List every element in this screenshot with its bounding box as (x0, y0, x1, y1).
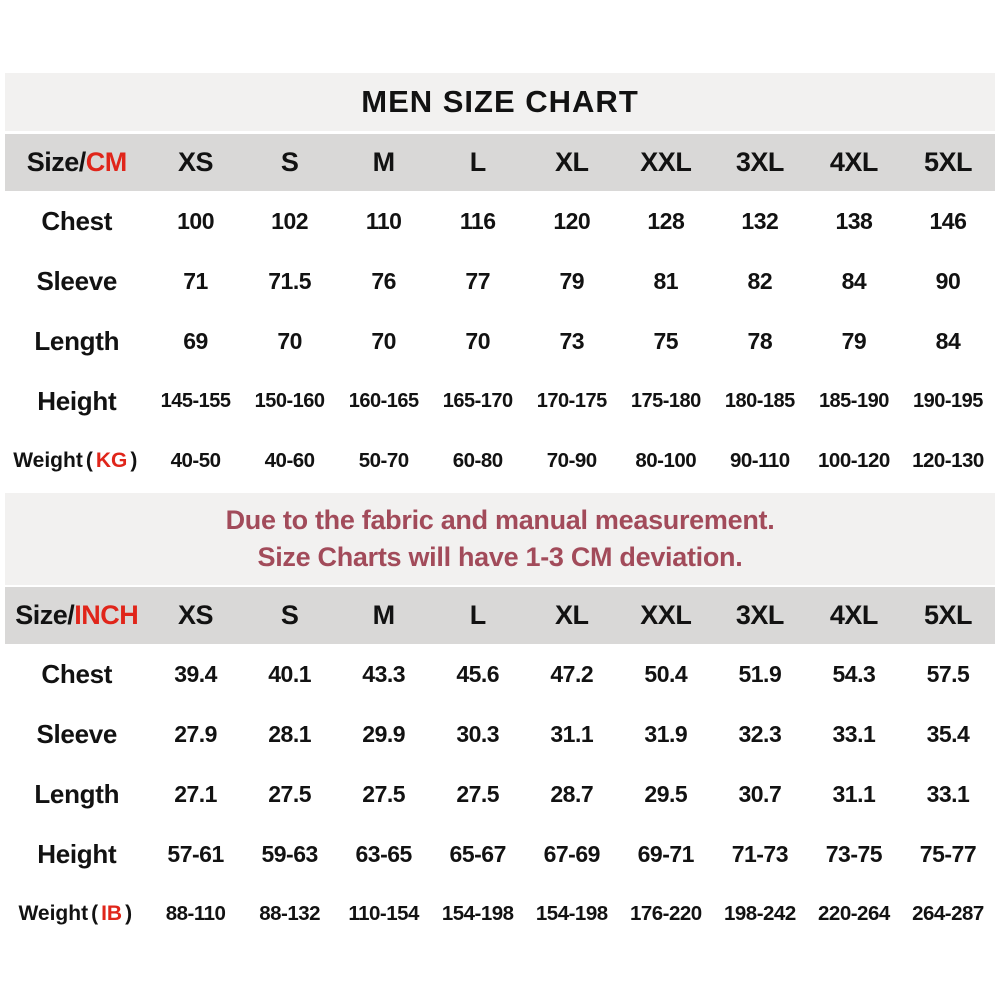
value-cell: 175-180 (630, 389, 701, 412)
size-unit-header (5, 587, 149, 644)
value-cell: 30.3 (456, 720, 500, 747)
size-label-prefix: Size/ (15, 600, 75, 630)
size-column-header: XXL (619, 134, 713, 191)
value-cell: 31.1 (550, 720, 594, 747)
value-cell: 57-61 (167, 840, 224, 867)
size-column-header: XL (525, 134, 619, 191)
size-column-header: 5XL (901, 587, 995, 644)
weight-unit: IB (101, 902, 123, 925)
value-cell: 47.2 (550, 660, 594, 687)
value-cell: 150-160 (254, 389, 325, 412)
deviation-note (5, 493, 995, 585)
size-column-header: 4XL (807, 134, 901, 191)
value-cell: 31.1 (832, 780, 876, 807)
value-cell: 110 (365, 207, 402, 234)
size-header-row (5, 587, 995, 644)
value-cell: 27.5 (362, 780, 406, 807)
value-cell: 30.7 (738, 780, 782, 807)
value-cell: 160-165 (348, 389, 419, 412)
value-cell: 190-195 (913, 389, 983, 412)
value-cell: 81 (653, 267, 679, 294)
value-cell: 90-110 (730, 449, 790, 472)
value-cell: 67-69 (543, 840, 600, 867)
size-column-header: M (337, 587, 431, 644)
value-cell: 80-100 (635, 449, 697, 472)
value-cell: 180-185 (724, 389, 795, 412)
value-cell: 71 (183, 267, 208, 294)
measurement-row (5, 644, 995, 704)
measurement-row (5, 704, 995, 764)
weight-label: Weight (13, 449, 83, 472)
size-column-header: 3XL (713, 134, 807, 191)
value-cell: 70 (465, 327, 490, 354)
value-cell: 57.5 (926, 660, 970, 687)
value-cell: 220-264 (818, 902, 890, 925)
value-cell: 82 (747, 267, 773, 294)
page-title: MEN SIZE CHART (5, 73, 995, 131)
value-cell: 100 (177, 207, 214, 234)
value-cell: 88-110 (165, 902, 226, 925)
weight-unit: KG (95, 449, 128, 472)
value-cell: 54.3 (832, 660, 876, 687)
row-label: Height (37, 838, 117, 869)
value-cell: 185-190 (818, 389, 889, 412)
value-cell: 132 (741, 207, 779, 234)
paren-close: ) (125, 902, 133, 925)
value-cell: 27.5 (268, 780, 311, 807)
row-label: Sleeve (36, 718, 118, 749)
value-cell: 65-67 (449, 840, 506, 867)
row-label: Length (34, 778, 120, 809)
size-column-header: 3XL (713, 587, 807, 644)
value-cell: 128 (647, 207, 685, 234)
row-label (5, 884, 149, 944)
measurement-row (5, 764, 995, 824)
note-line-2: Size Charts will have 1-3 CM deviation. (257, 542, 743, 572)
paren-open: ( (91, 902, 99, 925)
size-column-header: L (431, 134, 525, 191)
value-cell: 51.9 (738, 660, 782, 687)
measurement-row (5, 371, 995, 431)
row-label: Chest (41, 205, 113, 236)
size-unit-label: INCH (74, 600, 139, 630)
value-cell: 73-75 (825, 840, 883, 867)
value-cell: 165-170 (442, 389, 513, 412)
value-cell: 77 (465, 267, 490, 294)
size-column-header: XL (525, 587, 619, 644)
value-cell: 50-70 (358, 449, 409, 472)
value-cell: 50.4 (644, 660, 688, 687)
value-cell: 45.6 (456, 660, 500, 687)
value-cell: 110-154 (348, 902, 419, 925)
note-line-1: Due to the fabric and manual measurement. (225, 505, 775, 535)
value-cell: 73 (559, 327, 585, 354)
value-cell: 100-120 (818, 449, 890, 472)
measurement-row (5, 884, 995, 944)
measurement-row (5, 824, 995, 884)
value-cell: 90 (935, 267, 961, 294)
value-cell: 31.9 (644, 720, 688, 747)
size-column-header: S (243, 134, 337, 191)
size-column-header: XXL (619, 587, 713, 644)
value-cell: 35.4 (926, 720, 970, 747)
weight-label: Weight (18, 902, 89, 925)
row-label: Length (34, 325, 120, 356)
value-cell: 29.9 (362, 720, 406, 747)
value-cell: 71.5 (268, 267, 311, 294)
value-cell: 76 (371, 267, 396, 294)
measurement-row (5, 251, 995, 311)
value-cell: 75-77 (919, 840, 977, 867)
size-column-header: 5XL (901, 134, 995, 191)
value-cell: 84 (935, 327, 961, 354)
value-cell: 39.4 (174, 660, 217, 687)
value-cell: 63-65 (355, 840, 412, 867)
size-column-header: M (337, 134, 431, 191)
value-cell: 79 (559, 267, 585, 294)
measurement-row (5, 431, 995, 491)
value-cell: 69 (183, 327, 208, 354)
value-cell: 120 (553, 207, 591, 234)
value-cell: 146 (929, 207, 967, 234)
value-cell: 28.1 (268, 720, 311, 747)
value-cell: 60-80 (452, 449, 503, 472)
measurement-row (5, 311, 995, 371)
value-cell: 69-71 (637, 840, 694, 867)
size-column-header: XS (149, 134, 243, 191)
value-cell: 120-130 (912, 449, 984, 472)
size-unit-label: CM (85, 147, 127, 177)
row-label (5, 431, 149, 491)
row-label: Height (37, 385, 117, 416)
value-cell: 27.1 (174, 780, 217, 807)
value-cell: 84 (841, 267, 867, 294)
value-cell: 70-90 (546, 449, 597, 472)
size-unit-header (5, 134, 149, 191)
value-cell: 27.9 (174, 720, 217, 747)
cm-size-table (5, 134, 995, 491)
measurement-row (5, 191, 995, 251)
paren-open: ( (85, 449, 93, 472)
value-cell: 43.3 (362, 660, 406, 687)
value-cell: 40-60 (264, 449, 315, 472)
size-column-header: 4XL (807, 587, 901, 644)
value-cell: 88-132 (259, 902, 321, 925)
value-cell: 116 (459, 207, 496, 234)
value-cell: 40-50 (170, 449, 221, 472)
value-cell: 79 (841, 327, 867, 354)
value-cell: 33.1 (832, 720, 876, 747)
value-cell: 138 (835, 207, 873, 234)
value-cell: 154-198 (441, 902, 514, 925)
value-cell: 71-73 (731, 840, 789, 867)
value-cell: 264-287 (912, 902, 984, 925)
value-cell: 33.1 (926, 780, 970, 807)
size-column-header: L (431, 587, 525, 644)
value-cell: 78 (747, 327, 773, 354)
value-cell: 176-220 (629, 902, 702, 925)
row-label: Sleeve (36, 265, 118, 296)
value-cell: 75 (653, 327, 679, 354)
paren-close: ) (130, 449, 138, 472)
size-header-row (5, 134, 995, 191)
value-cell: 154-198 (535, 902, 608, 925)
value-cell: 145-155 (160, 389, 231, 412)
inch-size-table (5, 587, 995, 944)
value-cell: 32.3 (738, 720, 782, 747)
row-label: Chest (41, 658, 113, 689)
value-cell: 40.1 (268, 660, 311, 687)
size-label-prefix: Size/ (26, 147, 86, 177)
value-cell: 70 (371, 327, 396, 354)
value-cell: 102 (271, 207, 309, 234)
size-column-header: S (243, 587, 337, 644)
value-cell: 29.5 (644, 780, 688, 807)
value-cell: 28.7 (550, 780, 594, 807)
value-cell: 198-242 (723, 902, 796, 925)
value-cell: 170-175 (536, 389, 607, 412)
value-cell: 27.5 (456, 780, 500, 807)
value-cell: 70 (277, 327, 302, 354)
value-cell: 59-63 (261, 840, 318, 867)
size-column-header: XS (149, 587, 243, 644)
